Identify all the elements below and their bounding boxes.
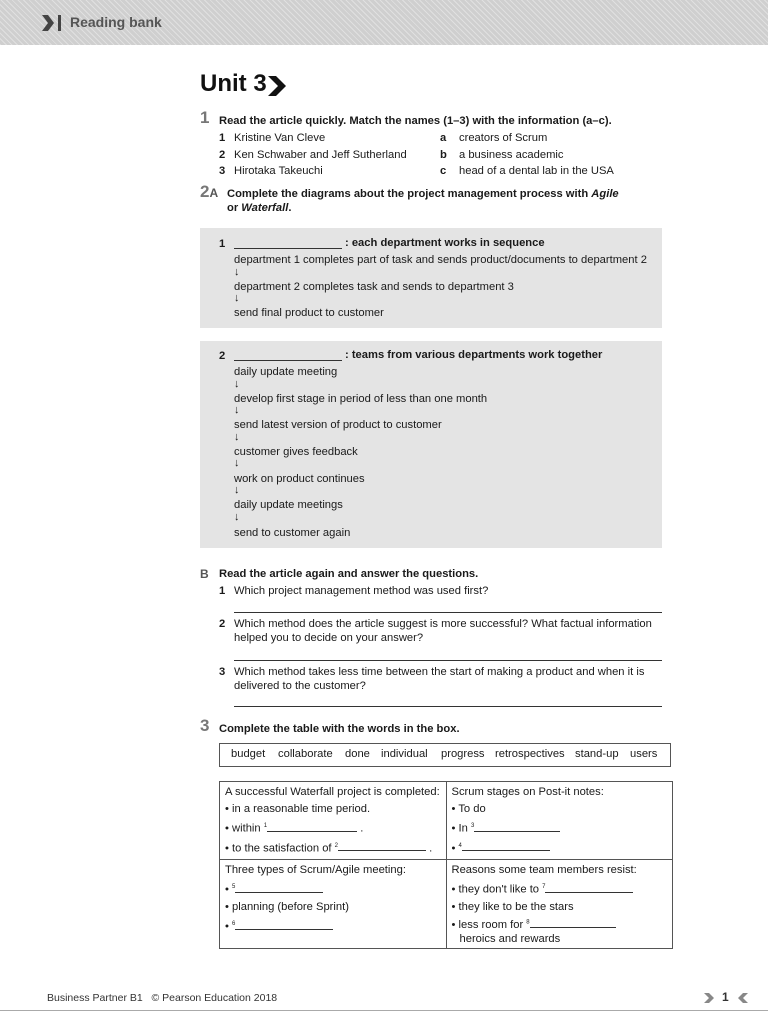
question-text: Which method does the article suggest is more successful? What factual information [234,618,652,630]
double-chevron-icon [42,13,64,33]
word-item: budget [231,748,266,760]
table-cell: Scrum stages on Post-it notes: • To do • In $^3$ • $^4$ [446,782,673,860]
blank-7[interactable] [545,881,633,893]
diagram-step: customer gives feedback [234,446,358,458]
exercise-2a-instruction-cont: or Waterfall. [227,202,292,214]
diagram-1-number: 1 [219,238,226,250]
answer-line-2[interactable] [234,660,662,661]
chevron-right-icon [704,993,716,1003]
down-arrow-icon: ↓ [234,457,240,469]
unit-title: Unit 3 [200,70,267,98]
down-arrow-icon: ↓ [234,511,240,523]
exercise-2a-instruction: Complete the diagrams about the project management process with Agile [227,188,619,200]
diagram-step: send final product to customer [234,307,384,319]
table-cell: A successful Waterfall project is completed: • in a reasonable time period. • within $^1$ . • to the satisfaction of $^2$ . [220,782,447,860]
down-arrow-icon: ↓ [234,378,240,390]
question-text: Which method takes less time between the start of making a product and when it is [234,666,645,678]
exercise-2b-instruction: Read the article again and answer the questions. [219,568,479,580]
diagram-step: send latest version of product to customer [234,419,442,431]
answer-line-1[interactable] [234,612,662,613]
down-arrow-icon: ↓ [234,292,240,304]
exercise-3-number: 3 [200,716,210,735]
question-number: 1 [219,585,226,597]
name-item: Ken Schwaber and Jeff Sutherland [234,149,407,161]
diagram-2-number: 2 [219,350,226,362]
word-item: individual [381,748,428,760]
down-arrow-icon: ↓ [234,266,240,278]
header-bar [0,0,768,45]
diagram-step: daily update meetings [234,499,343,511]
exercise-1-instruction: Read the article quickly. Match the names (1–3) with the information (a–c). [219,115,612,127]
question-text: delivered to the customer? [234,680,366,692]
exercise-2b-letter: B [200,567,209,581]
question-text: helped you to decide on your answer? [234,632,424,644]
blank-3[interactable] [474,820,560,832]
answer-line-3[interactable] [234,706,662,707]
name-number: 2 [219,149,226,161]
blank-6[interactable] [235,918,333,930]
question-number: 3 [219,666,226,678]
diagram-step: send to customer again [234,527,351,539]
exercise-3-table [219,781,673,949]
blank-4[interactable] [462,839,550,851]
blank-2[interactable] [338,839,426,851]
diagram-1-answer-line[interactable] [234,248,342,249]
name-number: 1 [219,132,226,144]
info-letter: a [440,132,447,144]
blank-5[interactable] [235,881,323,893]
exercise-1-number: 1 [200,108,210,127]
info-item: creators of Scrum [459,132,548,144]
name-number: 3 [219,165,226,177]
question-text: Which project management method was used first? [234,585,489,597]
diagram-step: department 1 completes part of task and sends product/documents to department 2 [234,254,647,266]
table-cell: Three types of Scrum/Agile meeting: • $^5$ • planning (before Sprint) • $^6$ [220,860,447,949]
section-title: Reading bank [70,14,162,30]
exercise-3-instruction: Complete the table with the words in the box. [219,723,460,735]
exercise-2-number: 2A [200,182,219,201]
down-arrow-icon: ↓ [234,431,240,443]
word-item: done [345,748,370,760]
page-number: 1 [722,990,729,1004]
footer-divider [0,1010,768,1011]
diagram-1-label: : each department works in sequence [345,237,545,249]
word-item: collaborate [278,748,333,760]
word-item: retrospectives [495,748,565,760]
chevron-left-icon [736,993,748,1003]
down-arrow-icon: ↓ [234,404,240,416]
down-arrow-icon: ↓ [234,484,240,496]
diagram-2-answer-line[interactable] [234,360,342,361]
diagram-step: work on product continues [234,473,365,485]
diagram-step: daily update meeting [234,366,338,378]
chevron-right-icon [268,76,286,96]
diagram-step: develop first stage in period of less than one month [234,393,488,405]
diagram-step: department 2 completes task and sends to department 3 [234,281,514,293]
table-cell: Reasons some team members resist: • they don't like to $^7$ • they like to be the stars • less room for $^8$ heroics and rewards [446,860,673,949]
word-item: progress [441,748,485,760]
info-item: a business academic [459,149,564,161]
word-item: stand-up [575,748,619,760]
blank-8[interactable] [530,916,616,928]
name-item: Kristine Van Cleve [234,132,326,144]
footer-credit: Business Partner B1 © Pearson Education 2018 [47,992,278,1004]
info-item: head of a dental lab in the USA [459,165,614,177]
info-letter: b [440,149,447,161]
question-number: 2 [219,618,226,630]
word-item: users [630,748,658,760]
blank-1[interactable] [267,820,357,832]
word-box [219,743,671,767]
info-letter: c [440,165,447,177]
name-item: Hirotaka Takeuchi [234,165,323,177]
diagram-2-label: : teams from various departments work together [345,349,603,361]
